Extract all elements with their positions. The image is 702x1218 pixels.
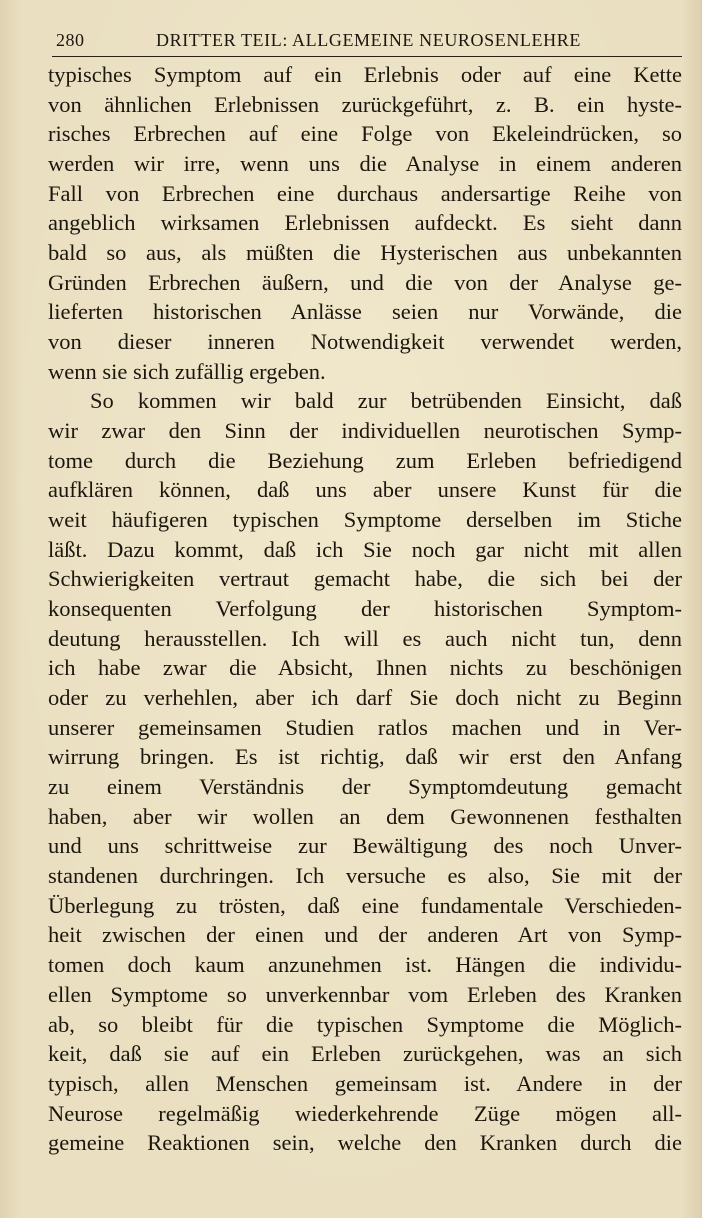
text-line: tome durch die Beziehung zum Erleben befriedigend (48, 447, 682, 473)
text-line: risches Erbrechen auf eine Folge von Ekeleindrücken, so (48, 121, 682, 147)
header-rule (52, 56, 682, 57)
text-line: und uns schrittweise zur Bewältigung des noch Unver- (48, 833, 682, 859)
body-text (48, 60, 682, 1158)
paragraph-start-line: So kommen wir bald zur betrübenden Einsicht, daß (90, 388, 682, 414)
text-line: heit zwischen der einen und der anderen Art von Symp- (48, 922, 682, 948)
text-line: läßt. Dazu kommt, daß ich Sie noch gar nicht mit allen (48, 536, 682, 562)
text-line: aufklären können, daß uns aber unsere Kunst für die (48, 477, 682, 503)
text-line: von dieser inneren Notwendigkeit verwendet werden, (48, 329, 682, 355)
text-line: angeblich wirksamen Erlebnissen aufdeckt. Es sieht dann (48, 210, 682, 236)
text-line: wirrung bringen. Es ist richtig, daß wir erst den Anfang (48, 744, 682, 770)
text-line: Schwierigkeiten vertraut gemacht habe, die sich bei der (48, 566, 682, 592)
text-line: Überlegung zu trösten, daß eine fundamentale Verschieden- (48, 892, 682, 918)
text-line: keit, daß sie auf ein Erleben zurückgehen, was an sich (48, 1041, 682, 1067)
text-line: ellen Symptome so unverkennbar vom Erleben des Kranken (48, 981, 682, 1007)
page-number: 280 (56, 30, 85, 50)
text-line: Fall von Erbrechen eine durchaus andersartige Reihe von (48, 180, 682, 206)
text-line: Gründen Erbrechen äußern, und die von der Analyse ge- (48, 269, 682, 295)
text-line: konsequenten Verfolgung der historischen Symptom- (48, 596, 682, 622)
text-line: Neurose regelmäßig wiederkehrende Züge mögen all- (48, 1100, 682, 1126)
page-header (56, 30, 680, 54)
paragraph-end-line: wenn sie sich zufällig ergeben. (48, 358, 326, 384)
text-line: typisch, allen Menschen gemeinsam ist. Andere in der (48, 1070, 682, 1096)
text-line: ab, so bleibt für die typischen Symptome die Möglich- (48, 1011, 682, 1037)
text-line: weit häufigeren typischen Symptome derselben im Stiche (48, 507, 682, 533)
text-line: standenen durchringen. Ich versuche es also, Sie mit der (48, 863, 682, 889)
text-line: haben, aber wir wollen an dem Gewonnenen festhalten (48, 803, 682, 829)
running-head: DRITTER TEIL: ALLGEMEINE NEUROSENLEHRE (156, 30, 581, 50)
text-line: bald so aus, als müßten die Hysterischen aus unbekannten (48, 240, 682, 266)
text-line: ich habe zwar die Absicht, Ihnen nichts zu beschönigen (48, 655, 682, 681)
text-line: von ähnlichen Erlebnissen zurückgeführt, z. B. ein hyste- (48, 91, 682, 117)
text-line: gemeine Reaktionen sein, welche den Kranken durch die (48, 1130, 682, 1156)
text-line: zu einem Verständnis der Symptomdeutung gemacht (48, 774, 682, 800)
text-line: wir zwar den Sinn der individuellen neurotischen Symp- (48, 418, 682, 444)
text-line: oder zu verhehlen, aber ich darf Sie doch nicht zu Beginn (48, 685, 682, 711)
text-line: typisches Symptom auf ein Erlebnis oder auf eine Kette (48, 62, 682, 87)
text-line: unserer gemeinsamen Studien ratlos machen und in Ver- (48, 714, 682, 740)
text-line: lieferten historischen Anlässe seien nur Vorwände, die (48, 299, 682, 325)
text-line: tomen doch kaum anzunehmen ist. Hängen die individu- (48, 952, 682, 978)
text-line: werden wir irre, wenn uns die Analyse in einem anderen (48, 151, 682, 177)
text-line: deutung herausstellen. Ich will es auch nicht tun, denn (48, 625, 682, 651)
